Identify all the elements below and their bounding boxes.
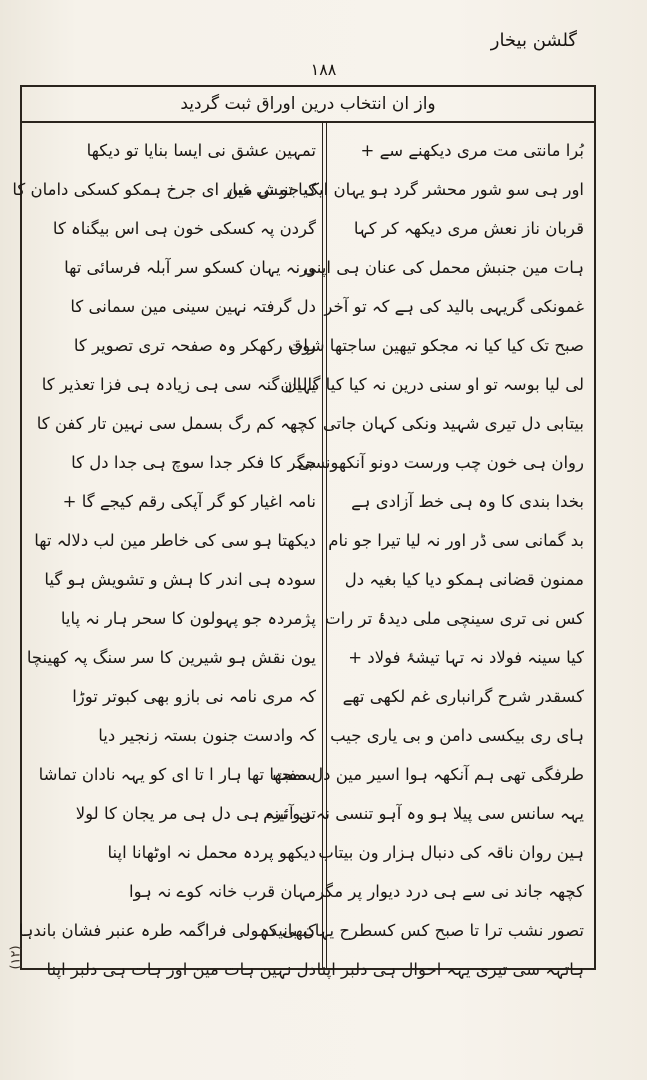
verse-line: ہای ری بیکسی دامن و بی یاری جیب bbox=[330, 726, 584, 745]
verse-line: سمجھا تھا ہار ا تا ای کو یہہ نادان تماشا bbox=[38, 765, 316, 784]
verse-line: کیا سینہ فولاد نہ تہا تیشۂ فولاد + bbox=[348, 648, 584, 667]
verse-line: غمونکی گریہی بالید کی ہے کہ تو آخر bbox=[324, 297, 584, 316]
verse-line: تصور نشب ترا تا صبح کس کسطرح یہان بانیدہ bbox=[259, 921, 584, 940]
verse-line: کہ مری نامہ نی بازو بھی کبوتر توڑا bbox=[72, 687, 316, 706]
verse-line: کبھی کہولی فراگمہ طرہ عنبر فشان باندہا bbox=[18, 921, 316, 940]
verse-line: نامہ اغیار کو گر آپکی رقم کیجے گا + bbox=[62, 492, 316, 511]
verse-line: اور ہی سو شور محشر گرد ہو یہان ایک جنبش مین bbox=[226, 180, 584, 199]
verse-line: کیا تو نی غبار ای جرخ ہمکو کسکی دامان کا bbox=[12, 180, 316, 199]
verse-line: یہان گنہ سی ہی زیادہ ہی فزا تعذیر کا bbox=[41, 375, 316, 394]
verse-line: پژمردہ جو پہولون کا سحر ہار نہ پایا bbox=[60, 609, 316, 628]
verse-line: مہان قرب خانہ کوے نہ ہوا bbox=[129, 882, 316, 901]
verse-line: صبح تک کیا کیا نہ مجکو تیھین ساجتھا شوق bbox=[289, 336, 584, 355]
verse-line: کچھہ کم رگ بسمل سی نہین تار کفن کا bbox=[36, 414, 316, 433]
right-column bbox=[226, 131, 584, 979]
verse-line: لی لیا بوسہ تو او سنی درین نہ کیا کیا گالیان bbox=[280, 375, 584, 394]
verse-line: جگر کا فکر جدا سوچ ہی جدا دل کا bbox=[71, 453, 316, 472]
verse-line: کسقدر شرح گرانباری غم لکھی تھے bbox=[342, 687, 584, 706]
page-number: ۱۸۸ bbox=[310, 60, 337, 79]
verse-line: کس نی تری سینچی ملی دیدۂ تر رات bbox=[325, 609, 584, 628]
verse-line: ہین روان ناقہ کی دنبال ہزار ون بیتاب bbox=[318, 843, 584, 862]
verse-line: تن آئینہ ہی دل ہی مر یجان کا لولا bbox=[75, 804, 316, 823]
verse-line: تمہین عشق نی ایسا بنایا تو دیکھا bbox=[86, 141, 316, 160]
running-head: گلشن بیخار bbox=[490, 30, 577, 51]
verse-line: ہاتہہ سی تیری یہہ احوال ہی دلبر اپنا bbox=[316, 960, 584, 979]
verse-line: یہہ سانس سی پیلا ہو وہ آہو تنسی نہ ہو نرم bbox=[263, 804, 584, 823]
verse-line: ہات مین جنبش محمل کی عنان ہی اپنی bbox=[303, 258, 584, 277]
verse-line: بُرا مانتی مت مری دیکھنے سے + bbox=[360, 141, 584, 160]
verse-line: ورنہ یہان کسکو سر آبلہ فرسائی تھا bbox=[64, 258, 316, 277]
verse-line: دیکھو پردہ محمل نہ اوٹھانا اپنا bbox=[107, 843, 316, 862]
verse-line: بیتابی دل تیری شہید ونکی کہان جاتی bbox=[322, 414, 584, 433]
verse-line: کہ وادست جنون بستہ زنجیر دیا bbox=[98, 726, 316, 745]
verse-line: دل گرفتہ نہین سینی مین سمانی کا bbox=[70, 297, 316, 316]
verse-line: کچھہ جاند نی سے ہی درد دیوار پر مگر bbox=[316, 882, 584, 901]
verse-line: دل نہین ہات مین اور ہات ہی دلبر اپنا bbox=[46, 960, 316, 979]
verse-line: قربان ناز نعش مری دیکھہ کر کہا bbox=[353, 219, 584, 238]
verse-line: یون نقش ہو شیرین کا سر سنگ پہ کھینچا bbox=[26, 648, 316, 667]
verse-line: روان ہی خون چب ورست دونو آنکھونسی bbox=[297, 453, 584, 472]
margin-note: (۱۲) bbox=[8, 945, 24, 970]
verse-line: سودہ ہی اندر کا ہش و تشویش ہو گیا bbox=[44, 570, 316, 589]
verse-line: رات رکھکر وہ صفحہ تری تصویر کا bbox=[73, 336, 316, 355]
verse-line: گردن پہ کسکی خون ہی اس بیگناہ کا bbox=[52, 219, 316, 238]
verse-line: ممنون قضانی ہمکو دیا کیا بغیہ دل bbox=[344, 570, 584, 589]
verse-line: طرفگی تھی ہم آنکھہ ہوا اسیر مین دل مفت bbox=[272, 765, 584, 784]
verse-line: بخدا بندی کا وہ ہی خط آزادی ہے bbox=[351, 492, 584, 511]
verse-line: بد گمانی سی ڈر اور نہ لیا تیرا جو نام bbox=[328, 531, 584, 550]
section-heading: واز ان انتخاب درین اوراق ثبت گردید bbox=[22, 87, 594, 123]
verse-line: دیکھتا ہو سی کی خاطر مین لب دلالہ تھا bbox=[34, 531, 316, 550]
